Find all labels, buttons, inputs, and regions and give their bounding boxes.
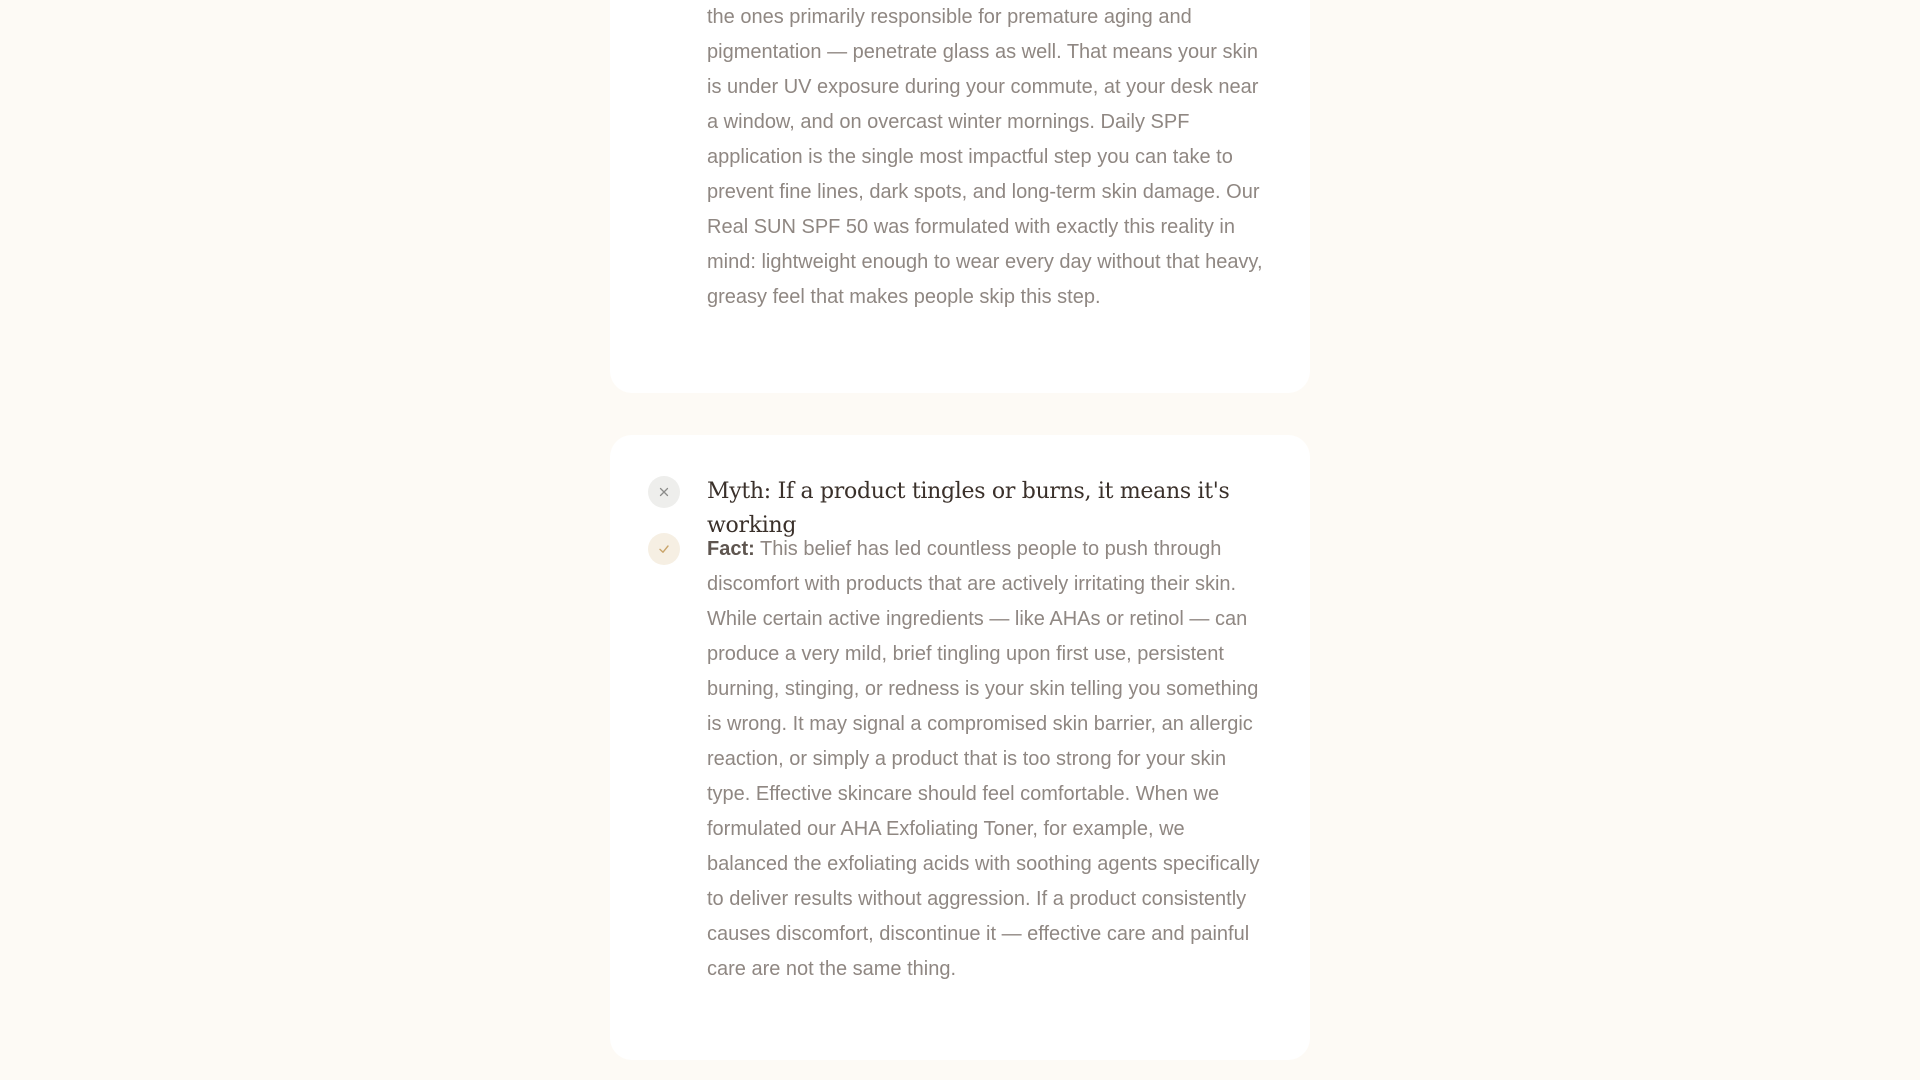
check-icon: [648, 533, 680, 565]
fact-text: [707, 532, 1265, 987]
fact-row: [648, 532, 1265, 987]
close-icon: [648, 476, 680, 508]
fact-body: This belief has led countless people to push through discomfort with products that are actively irritating their skin. While certain active ingredients — like AHAs or retinol — can produce a very mild, brief tingling upon first use, persistent burning, stinging, or redness is your skin telling you something is wrong. It may signal a compromised skin barrier, an allergic reaction, or simply a product that is too strong for your skin type. Effective skincare should feel comfortable. When we formulated our AHA Exfoliating Toner, for example, we balanced the exfoliating acids with soothing agents specifically to deliver results without aggression. If a product consistently causes discomfort, discontinue it — effective care and painful care are not the same thing.: [707, 538, 1260, 980]
fact-row: [648, 0, 1265, 315]
myth-statement: Myth: If a product tingles or burns, it means it's working: [707, 479, 1230, 538]
fact-body: the ones primarily responsible for premature aging and pigmentation — penetrate glass as well. That means your skin is under UV exposure during your commute, at your desk near a window, and on overcast winter mornings. Daily SPF application is the single most impactful step you can take to prevent fine lines, dark spots, and long-term skin damage. Our Real SUN SPF 50 was formulated with exactly this reality in mind: lightweight enough to wear every day without that heavy, greasy feel that makes people skip this step.: [707, 6, 1263, 308]
fact-text: [707, 0, 1265, 315]
myth-fact-card: [610, 435, 1310, 1060]
fact-label: Fact:: [707, 538, 755, 560]
myth-fact-card: [610, 0, 1310, 393]
